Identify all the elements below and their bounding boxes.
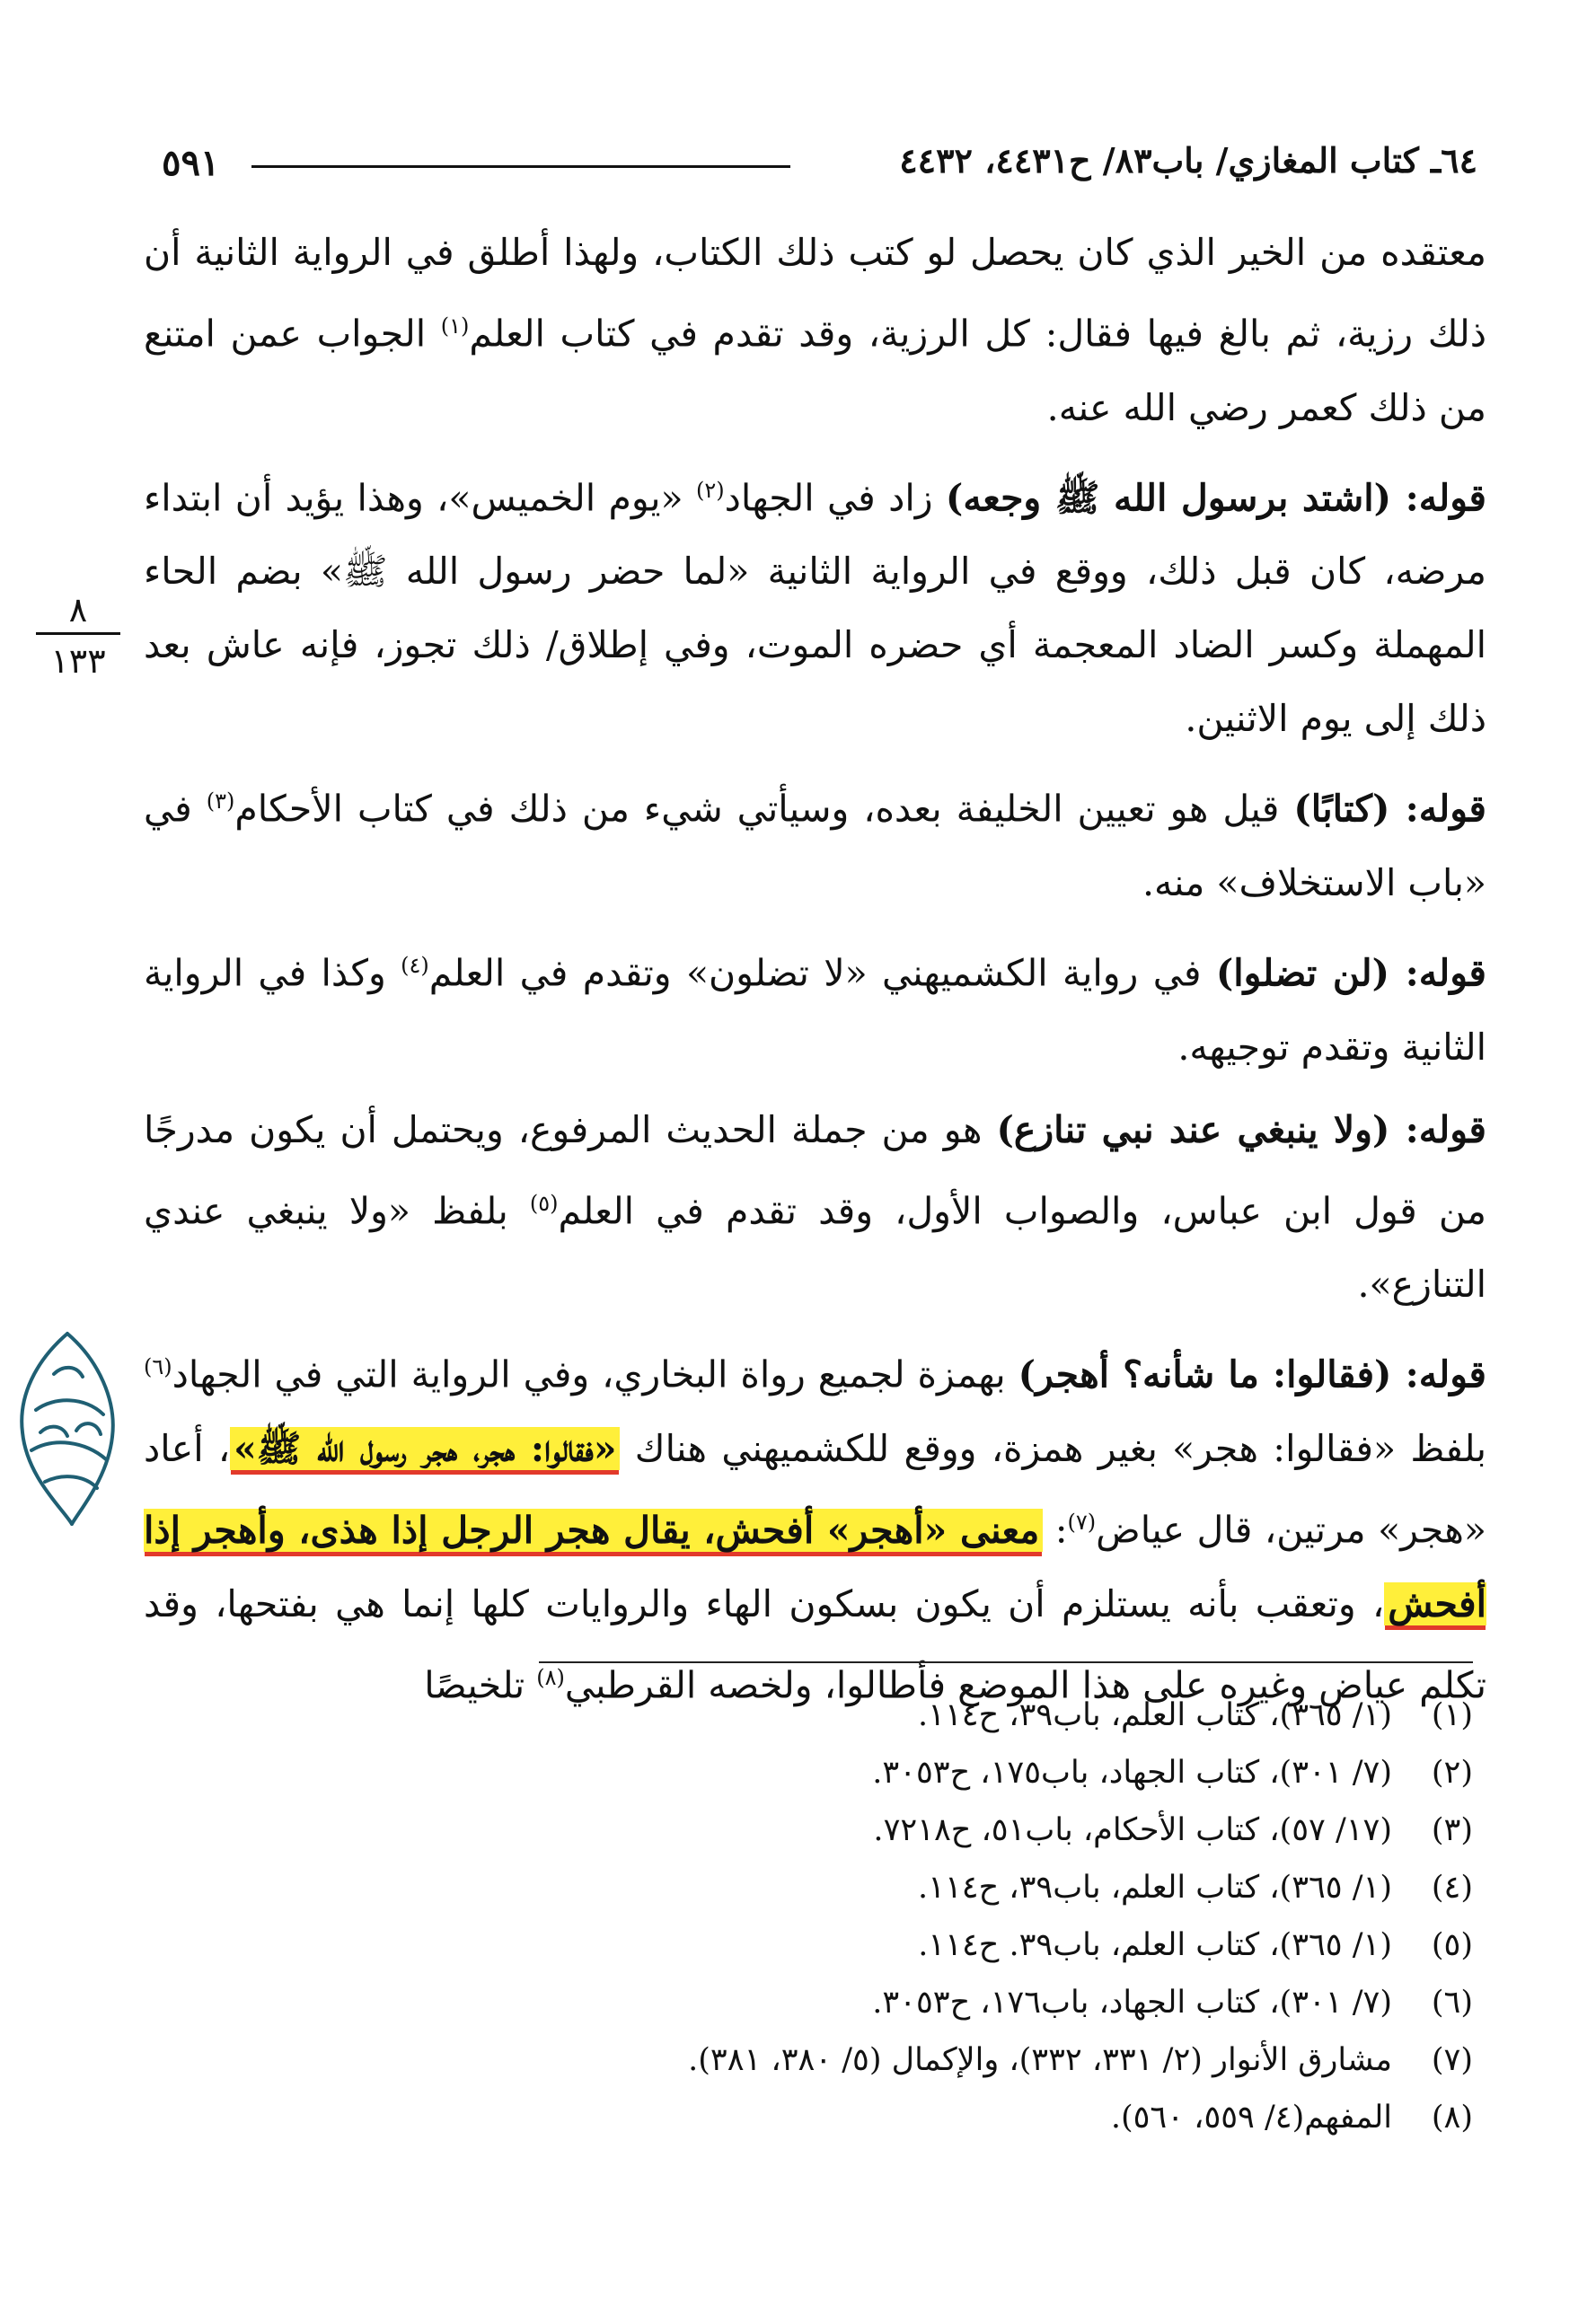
quoted-lemma: قوله: (ولا ينبغي عند نبي تنازع)	[996, 1107, 1486, 1151]
footnote-text: مشارق الأنوار (٢/ ٣٣١، ٣٣٢)، والإكمال (٥/ ٣٨٠، ٣٨١).	[688, 2042, 1392, 2078]
text-run: بلفظ «ولا ينبغي عندي التنازع».	[144, 1189, 1486, 1307]
footnote-text: (١/ ٣٦٥)، كتاب العلم، باب٣٩، ح١١٤.	[918, 1870, 1392, 1906]
paragraph	[144, 929, 1486, 1084]
quoted-lemma: قوله: (لن تضلوا)	[1215, 951, 1486, 995]
text-run: تلخيصًا	[424, 1663, 537, 1707]
paragraph	[144, 764, 1486, 920]
paragraph	[144, 216, 1486, 445]
quoted-lemma: قوله: (اشتد برسول الله ﷺ وجعه)	[945, 476, 1486, 520]
footnote-item	[180, 1687, 1473, 1744]
page-number: ٥٩١	[162, 142, 220, 184]
footnote-ref: (٦)	[144, 1354, 172, 1380]
margin-ref-numerator: ٨	[68, 590, 88, 630]
footnote-text: (١/ ٣٦٥)، كتاب العلم، باب٣٩. ح١١٤.	[918, 1927, 1392, 1963]
footnote-number: (٤)	[1431, 1870, 1473, 1906]
footnote-number: (٨)	[1431, 2100, 1473, 2136]
text-run: ، أعاد «هجر» مرتين، قال عياض	[144, 1426, 1486, 1552]
running-title: ٦٤ـ كتاب المغازي/ باب٨٣/ ح٤٤٣١، ٤٤٣٢	[899, 140, 1477, 181]
footnote-item	[180, 1916, 1473, 1974]
footnote-number: (٣)	[1431, 1812, 1473, 1848]
margin-volume-page-ref	[29, 590, 128, 681]
text-run: قيل هو تعيين الخليفة بعده، وسيأتي شيء من ذلك في كتاب الأحكام	[234, 787, 1294, 831]
footnote-text: (١/ ٣٦٥)، كتاب العلم، باب٣٩، ح١١٤.	[918, 1697, 1392, 1733]
footnote-number: (٥)	[1431, 1927, 1473, 1963]
footnote-item	[180, 2031, 1473, 2089]
footnote-text: المفهم(٤/ ٥٥٩، ٥٦٠).	[1110, 2100, 1392, 2136]
text-run: الجواب عمن امتنع من ذلك كعمر رضي الله عنه.	[144, 312, 1486, 429]
text-run: في «باب الاستخلاف» منه.	[144, 787, 1486, 904]
quoted-lemma: قوله: (كتابًا)	[1293, 787, 1486, 831]
text-run: «يوم الخميس»، وهذا يؤيد أن ابتداء مرضه، كان قبل ذلك، ووقع في الرواية الثانية «لما حضر رسول الله ﷺ» بضم الحاء المهملة وكسر الضاد المعجمة أي حضره الموت، وفي إطلاق/ ذلك تجوز، فإنه عاش بعد ذلك إلى يوم الاثنين.	[144, 476, 1486, 741]
footnote-ref: (٤)	[401, 952, 429, 978]
paragraph	[144, 1093, 1486, 1322]
footnote-ref: (١)	[440, 313, 470, 339]
footnote-text: (٧/ ٣٠١)، كتاب الجهاد، باب١٧٦، ح٣٠٥٣.	[872, 1985, 1392, 2021]
publisher-seal-logo	[0, 1325, 135, 1531]
highlighted-text: معنى «أهجر» أفحش، يقال هجر الرجل إذا هذى، وأهجر إذا أفحش	[144, 1508, 1486, 1625]
text-run: في رواية الكشميهني «لا تضلون» وتقدم في العلم	[428, 951, 1216, 995]
footnote-number: (٢)	[1431, 1755, 1473, 1791]
text-run: ، وتعقب بأنه يستلزم أن يكون بسكون الهاء والروايات كلها إنما هي بفتحها، وقد تكلم عياض وغيره على هذا الموضع فأطالوا، ولخصه القرطبي	[144, 1581, 1486, 1707]
text-run: معتقده من الخير الذي كان يحصل لو كتب ذلك الكتاب، ولهذا أطلق في الرواية الثانية أن ذلك رزية، ثم بالغ فيها فقال: كل الرزية، وقد تقدم في كتاب العلم	[144, 231, 1486, 356]
footnote-text: (٧/ ٣٠١)، كتاب الجهاد، باب١٧٥، ح٣٠٥٣.	[872, 1755, 1392, 1791]
footnote-number: (٧)	[1431, 2042, 1473, 2078]
footnote-ref: (٧)	[1067, 1509, 1097, 1535]
margin-ref-denominator: ١٣٣	[50, 641, 106, 681]
text-run: :	[1043, 1508, 1068, 1552]
text-run: وكذا في الرواية الثانية وتقدم توجيهه.	[144, 951, 1486, 1069]
footnote-item	[180, 2089, 1473, 2146]
footnote-number: (١)	[1431, 1697, 1473, 1733]
running-header	[148, 133, 1477, 196]
footnote-item	[180, 1744, 1473, 1801]
footnote-divider	[539, 1661, 1473, 1663]
footnote-item	[180, 1801, 1473, 1859]
quoted-lemma: قوله: (فقالوا: ما شأنه؟ أهجر)	[1018, 1352, 1486, 1396]
footnote-ref: (٢)	[695, 477, 725, 503]
paragraph	[144, 454, 1486, 756]
footnote-text: (١٧/ ٥٧)، كتاب الأحكام، باب٥١، ح٧٢١٨.	[873, 1812, 1392, 1848]
footnote-ref: (٣)	[206, 788, 235, 815]
footnote-item	[180, 1974, 1473, 2031]
footnote-ref: (٨)	[536, 1664, 565, 1690]
body-text	[144, 216, 1486, 1731]
text-run: بهمزة لجميع رواة البخاري، وفي الرواية التي في الجهاد	[172, 1352, 1018, 1396]
text-run: بلفظ «فقالوا: هجر» بغير همزة، ووقع للكشميهني هناك	[620, 1426, 1487, 1470]
footnote-ref: (٥)	[529, 1190, 559, 1216]
text-run: هو من جملة الحديث المرفوع، ويحتمل أن يكون مدرجًا من قول ابن عباس، والصواب الأول، وقد تقدم في العلم	[144, 1107, 1486, 1233]
highlighted-text: «فقالوا: هجر، هجر رسول الله ﷺ»	[230, 1427, 620, 1470]
header-rule	[251, 165, 790, 168]
footnote-item	[180, 1859, 1473, 1916]
footnotes	[180, 1687, 1473, 2146]
footnote-number: (٦)	[1431, 1985, 1473, 2021]
text-run: زاد في الجهاد	[724, 476, 946, 520]
